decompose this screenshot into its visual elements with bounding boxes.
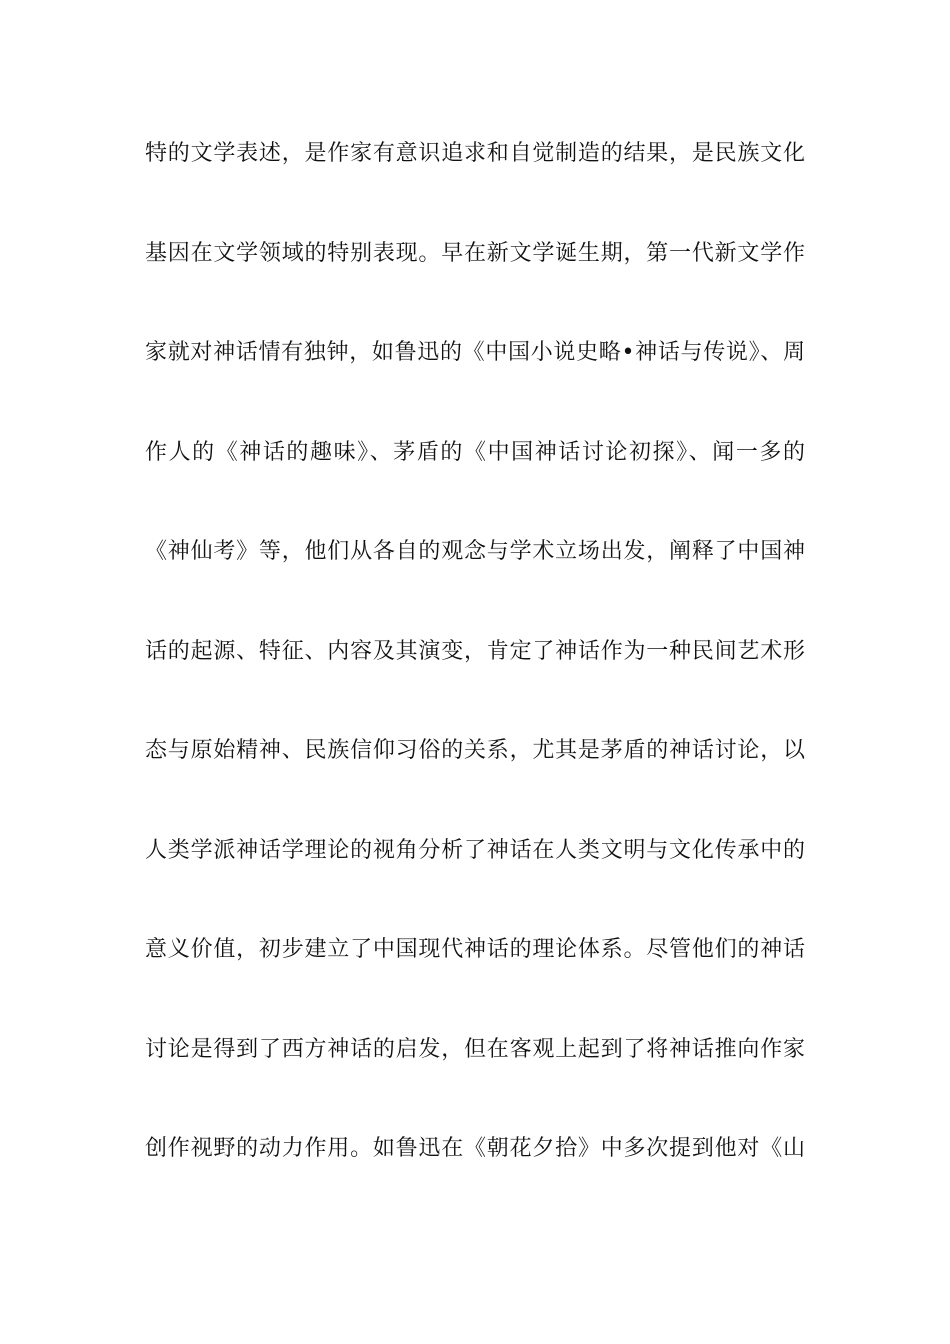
text-line: 话的起源、特征、内容及其演变，肯定了神话作为一种民间艺术形	[145, 638, 805, 664]
text-line: 特的文学表述，是作家有意识追求和自觉制造的结果，是民族文化	[145, 141, 805, 166]
text-line: 《神仙考》等，他们从各自的观念与学术立场出发，阐释了中国神	[145, 539, 805, 564]
text-line: 基因在文学领域的特别表现。早在新文学诞生期，第一代新文学作	[145, 240, 805, 266]
text-line: 讨论是得到了西方神话的启发，但在客观上起到了将神话推向作家	[145, 1036, 805, 1062]
text-line: 意义价值，初步建立了中国现代神话的理论体系。尽管他们的神话	[145, 937, 805, 962]
text-line: 态与原始精神、民族信仰习俗的关系，尤其是茅盾的神话讨论，以	[145, 738, 805, 763]
text-line: 作人的《神话的趣味》、茅盾的《中国神话讨论初探》、闻一多的	[145, 439, 805, 465]
text-line: 家就对神话情有独钟，如鲁迅的《中国小说史略•神话与传说》、周	[145, 340, 805, 365]
text-line: 人类学派神话学理论的视角分析了神话在人类文明与文化传承中的	[145, 837, 805, 863]
body-text	[145, 130, 805, 1225]
text-line: 创作视野的动力作用。如鲁迅在《朝花夕拾》中多次提到他对《山	[145, 1136, 805, 1161]
